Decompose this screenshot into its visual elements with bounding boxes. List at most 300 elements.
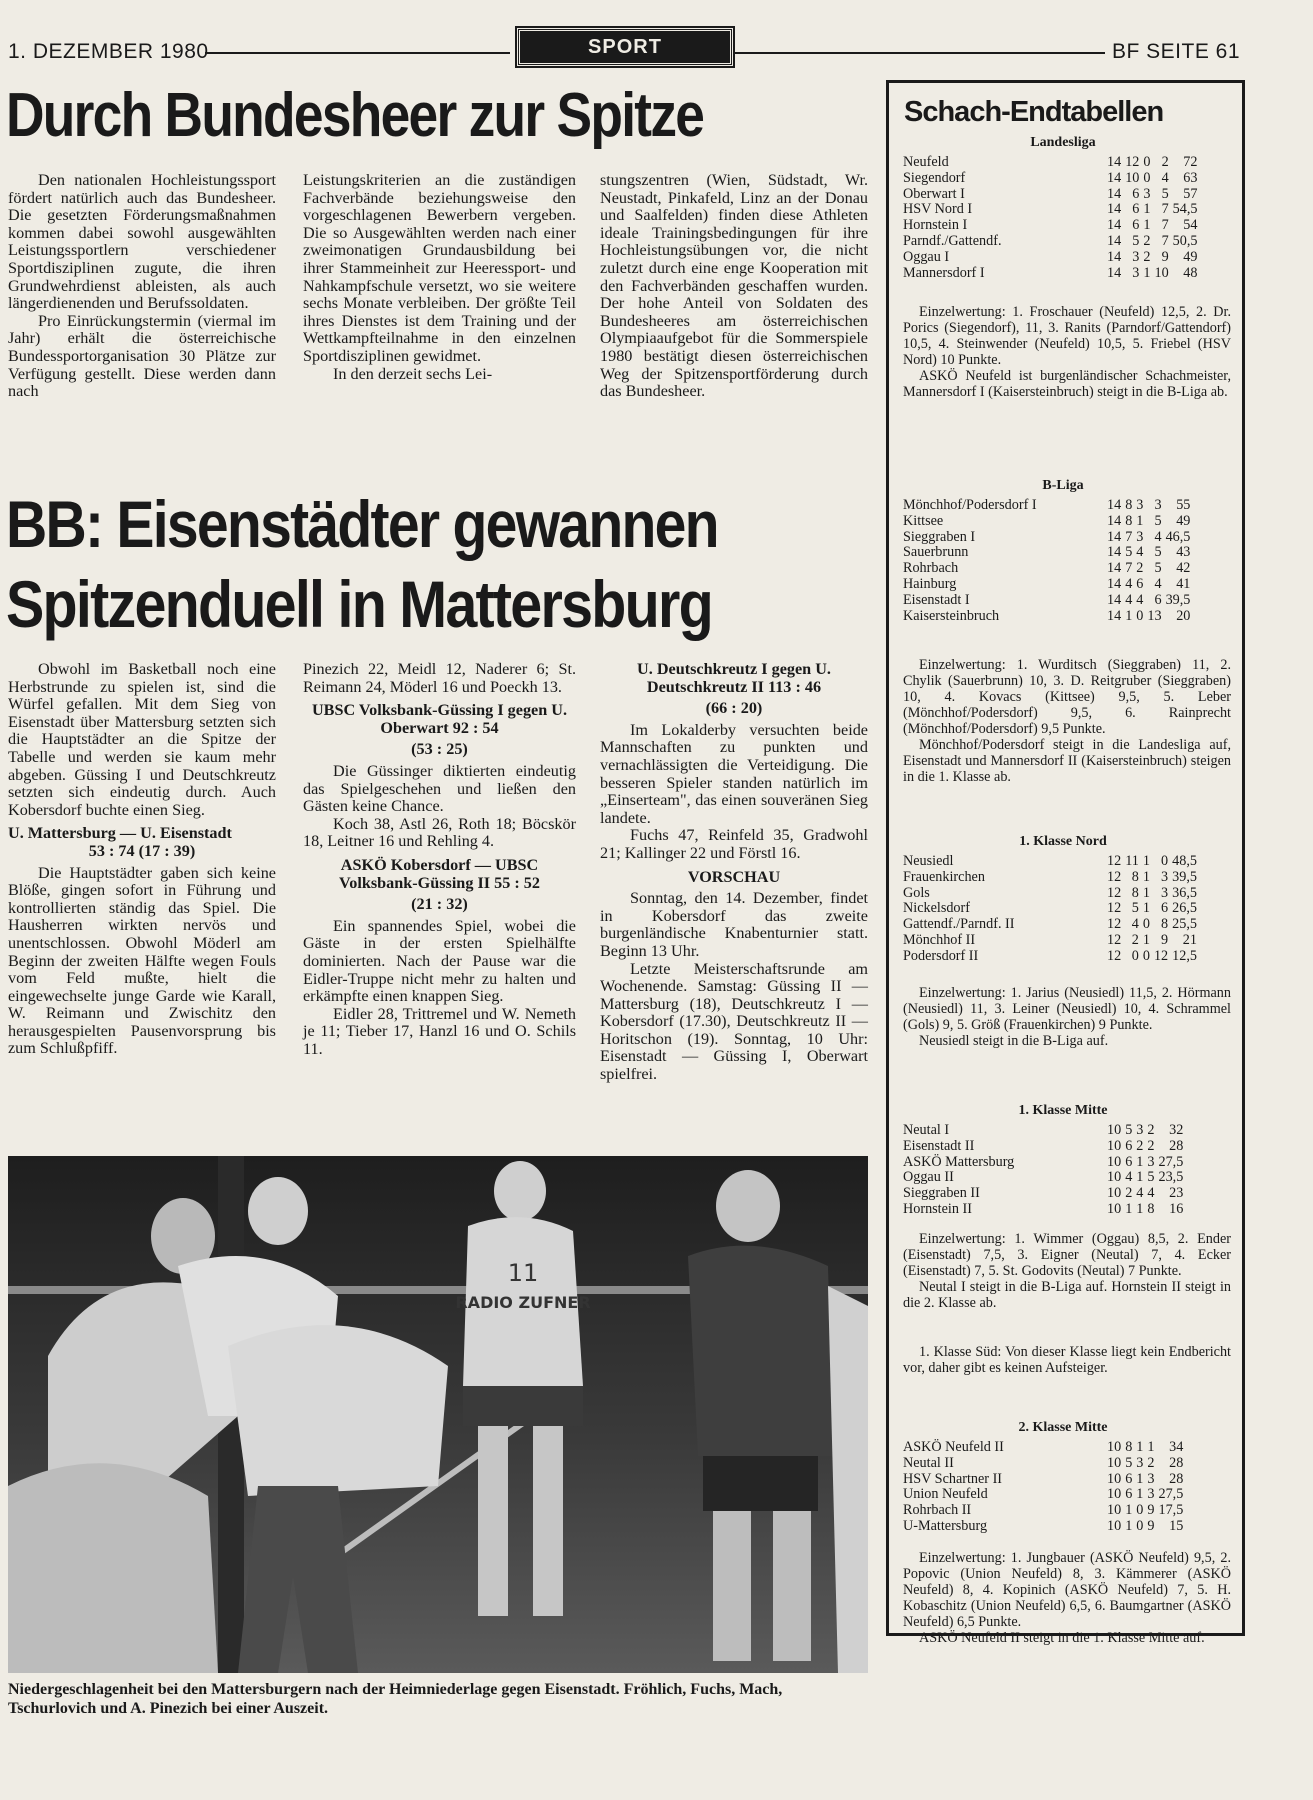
paragraph: Einzelwertung: 1. Wurditsch (Sieggraben) 11, 2. Chylik (Sauerbrunn) 10, 3. D. Reitgruber (Sieggraben) 10, 4. Kovacs (Kittsee) 9,5, 5. Leber (Mönchhof/Podersdorf) 9,5, 6. Rainprecht (Mönchhof/Podersdorf) 9,5 Punkte. [903,657,1231,737]
stat-cell: 3 [1136,497,1144,513]
stat-cell: 1 [1136,1470,1144,1487]
table-row [903,949,1197,965]
paragraph: Ein spannendes Spiel, wobei die Gäste in der ersten Spielhälfte dominierten. Nach der Pause war die Eidler-Truppe nicht mehr zu halten und erkämpfte einen knappen Sieg. [303,916,576,1006]
table-row [903,234,1197,250]
stat-cell: 54 [1183,217,1198,234]
team-name: Sauerbrunn [903,544,969,561]
stat-cell: 8 [1125,1439,1133,1455]
stat-cell: 10 [1107,1517,1122,1534]
stat-cell: 12 [1107,884,1122,901]
table-row [903,1155,1183,1171]
stat-cell: 10 [1107,1470,1122,1487]
team-name: Rohrbach II [903,1502,972,1519]
stat-cell: 6 [1132,201,1140,218]
stat-cell: 12 [1153,947,1169,964]
team-name: Gattendf./Parndf. II [903,916,1015,933]
table-row [903,1139,1183,1155]
stat-cell: 10 [1107,1502,1122,1519]
stat-cell: 12 [1107,916,1122,933]
stat-cell: 2 [1147,1454,1155,1471]
stat-cell: 23 [1169,1185,1184,1202]
stat-cell: 13 [1147,607,1162,624]
team-name: Eisenstadt II [903,1137,975,1154]
stat-cell: 5 [1154,512,1162,529]
landesliga-heading: Landesliga [1030,135,1096,150]
stat-cell: 12 [1107,931,1122,948]
stat-cell: 4 [1125,1169,1133,1186]
paragraph: Einzelwertung: 1. Jungbauer (ASKÖ Neufeld) 9,5, 2. Popovic (Union Neufeld) 8, 3. Kämmerer (ASKÖ Neufeld) 8, 4. Kopinich (ASKÖ Neufeld) 7, 5. H. Kobaschitz (Union Neufeld) 6,5, 6. Baumgartner (ASKÖ Neufeld) 6,5 Punkte. [903,1550,1231,1630]
stat-cell: 14 [1107,528,1122,545]
table-row [903,609,1190,625]
stat-cell: 49 [1183,248,1198,265]
stat-cell: 0 [1142,947,1150,964]
table-row [903,561,1190,577]
stat-cell: 6 [1154,591,1162,608]
nord-table [903,854,1197,965]
stat-cell: 4 [1136,591,1144,608]
stat-cell: 2 [1136,560,1144,577]
table-row [903,1440,1183,1456]
stat-cell: 11 [1125,853,1139,869]
stat-cell: 10 [1107,1185,1122,1202]
game1-title: U. Mattersburg — U. Eisenstadt [8,824,232,843]
team-name: Siegendorf [903,169,966,186]
stat-cell: 20 [1176,607,1191,624]
stat-cell: 14 [1107,607,1122,624]
article2-headline-line1: BB: Eisenstädter gewannen [6,487,718,561]
stat-cell: 4 [1136,544,1144,561]
table-row [903,1472,1183,1488]
stat-cell: 4 [1131,916,1139,933]
stat-cell: 10 [1107,1454,1122,1471]
article2-col1 [8,661,276,1058]
paragraph: Pinezich 22, Meidl 12, Naderer 6; St. Reimann 24, Möderl 16 und Poeckh 13. [303,660,576,696]
stat-cell: 6 [1132,185,1140,202]
table-row [903,901,1197,917]
stat-cell: 10 [1154,264,1169,281]
team-name: Union Neufeld [903,1486,988,1503]
team-name: ASKÖ Mattersburg [903,1153,1015,1170]
stat-cell: 50,5 [1172,232,1198,249]
stat-cell: 5 [1125,1122,1133,1138]
stat-cell: 63 [1183,169,1198,186]
team-name: Neusiedl [903,853,954,869]
table-row [903,202,1197,218]
paragraph: Obwohl im Basketball noch eine Herbstrunde zu spielen ist, sind die Würfel gefallen. Mit dem Sieg von Eisenstadt über Mattersburg setzten sich die Hauptstädter an die Spitze der Tabelle und werden sie kaum mehr abgeben. Güssing I und Deutschkreutz setzten sich eindeutig durch. Auch Kobersdorf buchte einen Sieg. [8,660,276,819]
stat-cell: 0 [1136,1517,1144,1534]
stat-cell: 10 [1107,1153,1122,1170]
game4-half: (66 : 20) [705,699,763,718]
table-row [903,1202,1183,1218]
stat-cell: 4 [1125,575,1133,592]
stat-cell: 28 [1169,1470,1184,1487]
stat-cell: 14 [1107,232,1122,249]
stat-cell: 3 [1132,264,1140,281]
team-name: Mannersdorf I [903,264,985,281]
table-row [903,498,1190,514]
stat-cell: 6 [1125,1137,1133,1154]
stat-cell: 1 [1125,607,1133,624]
stat-cell: 3 [1161,884,1169,901]
game3-half: (21 : 32) [411,895,468,914]
stat-cell: 2 [1125,1185,1133,1202]
paragraph: Den nationalen Hochleistungssport fördert natürlich auch das Bundesheer. Die gesetzten Förderungsmaßnahmen kommen dabei sowohl ausgewählten Leistungssportlern verschiedener Sportdisziplinen zugute, die ihren Grundwehrdienst ableisten, als auch längerdienenden und Berufssoldaten. [8,171,276,313]
team-name: Hornstein II [903,1200,972,1217]
stat-cell: 16 [1169,1200,1184,1217]
stat-cell: 1 [1136,1200,1144,1217]
paragraph: ASKÖ Neufeld II steigt in die 1. Klasse Mitte auf. [919,1630,1205,1646]
team-name: Mönchhof II [903,931,976,948]
stat-cell: 2 [1147,1122,1155,1138]
nord-heading: 1. Klasse Nord [1019,834,1107,849]
stat-cell: 48 [1183,264,1198,281]
stat-cell: 39,5 [1165,591,1191,608]
stat-cell: 42 [1176,560,1191,577]
stat-cell: 1 [1136,1486,1144,1503]
preview-title: VORSCHAU [687,867,781,886]
stat-cell: 9 [1147,1517,1155,1534]
stat-cell: 14 [1107,217,1122,234]
table-row [903,250,1197,266]
table-row [903,171,1197,187]
stat-cell: 10 [1107,1122,1122,1138]
stat-cell: 49 [1176,512,1191,529]
stat-cell: 5 [1131,900,1139,917]
stat-cell: 6 [1136,575,1144,592]
stat-cell: 7 [1125,528,1133,545]
stat-cell: 5 [1125,544,1133,561]
table-row [903,917,1197,933]
paragraph: Eidler 28, Trittremel und W. Nemeth je 11; Tieber 17, Hanzl 16 und O. Schils 11. [303,1004,576,1058]
team-name: Sieggraben II [903,1185,980,1202]
table-row [903,1519,1183,1535]
stat-cell: 2 [1147,1137,1155,1154]
stat-cell: 4 [1125,591,1133,608]
stat-cell: 12 [1107,947,1122,964]
photo-caption: Niedergeschlagenheit bei den Mattersburgern nach der Heimniederlage gegen Eisenstadt. Fröhlich, Fuchs, Mach, Tschurlovich und A. Pinezich bei einer Auszeit. [8,1681,783,1717]
stat-cell: 7 [1161,232,1169,249]
paragraph: Einzelwertung: 1. Wimmer (Oggau) 8,5, 2. Ender (Eisenstadt) 7,5, 3. Eigner (Neutal) 7, 4. Ecker (Eisenstadt) 7, 5. St. Godovits (Neutal) 7 Punkte. [903,1231,1231,1279]
table-row [903,886,1197,902]
paragraph: ASKÖ Neufeld ist burgenländischer Schachmeister, Mannersdorf I (Kaisersteinbruch) steigt in die B-Liga ab. [903,368,1231,400]
team-name: Oggau II [903,1169,954,1186]
team-name: Kittsee [903,512,944,529]
stat-cell: 28 [1169,1454,1184,1471]
stat-cell: 14 [1107,512,1122,529]
stat-cell: 3 [1154,497,1162,513]
stat-cell: 1 [1143,201,1151,218]
stat-cell: 2 [1161,154,1169,170]
stat-cell: 0 [1161,853,1169,869]
game4-title: U. Deutschkreutz I gegen U. Deutschkreutz II 113 : 46 [637,660,831,696]
stat-cell: 1 [1142,853,1150,869]
game3-title: ASKÖ Kobersdorf — UBSC Volksbank-Güssing II 55 : 52 [339,855,540,892]
stat-cell: 4 [1136,1185,1144,1202]
bliga-notes [903,657,1231,785]
basketball-photo [8,1156,868,1673]
stat-cell: 6 [1161,900,1169,917]
paragraph: Neutal I steigt in die B-Liga auf. Hornstein II steigt in die 2. Klasse ab. [903,1279,1231,1311]
paragraph: Letzte Meisterschaftsrunde am Wochenende. Samstag: Güssing II — Mattersburg (18), Deutschkreutz I — Kobersdorf (17.30), Deutschkreutz II — Horitschon (19). Sonntag, 10 Uhr: Eisenstadt — Güssing I, Oberwart spielfrei. [600,959,868,1084]
stat-cell: 5 [1132,232,1140,249]
stat-cell: 57 [1183,185,1198,202]
team-name: HSV Nord I [903,201,973,218]
stat-cell: 14 [1107,201,1122,218]
stat-cell: 8 [1131,884,1139,901]
sidebar-title: Schach-Endtabellen [904,96,1164,128]
stat-cell: 1 [1142,900,1150,917]
stat-cell: 12 [1107,900,1122,917]
stat-cell: 14 [1107,264,1122,281]
landesliga-table [903,155,1197,281]
stat-cell: 3 [1147,1470,1155,1487]
stat-cell: 28 [1169,1137,1184,1154]
photo-illustration [8,1156,868,1673]
jersey-text: RADIO ZUFNER [455,1293,591,1312]
table-row [903,593,1190,609]
mitte-notes [903,1231,1231,1311]
stat-cell: 8 [1161,916,1169,933]
game2-half: (53 : 25) [411,740,468,759]
stat-cell: 14 [1107,185,1122,202]
team-name: Frauenkirchen [903,868,985,885]
team-name: Gols [903,884,930,901]
article2-headline-line2: Spitzenduell in Mattersburg [6,567,712,641]
stat-cell: 48,5 [1172,853,1197,869]
paragraph: Im Lokalderby versuchten beide Mannschaften zu punkten und vernachlässigten die Verteidigung. Die besseren Spieler standen natürlich im „Einserteam", das einen souveränen Sieg landete. [600,720,868,827]
bliga-heading: B-Liga [1042,478,1084,493]
stat-cell: 1 [1142,884,1150,901]
stat-cell: 1 [1125,1200,1133,1217]
team-name: Oberwart I [903,185,965,202]
stat-cell: 14 [1107,154,1122,170]
stat-cell: 6 [1125,1153,1133,1170]
section-label: SPORT [517,28,733,66]
stat-cell: 4 [1154,575,1162,592]
paragraph: Mönchhof/Podersdorf steigt in die Landesliga auf, Eisenstadt und Mannersdorf II (Kaisersteinbruch) steigen in die 1. Klasse ab. [903,737,1231,785]
team-name: HSV Schartner II [903,1470,1003,1487]
stat-cell: 7 [1125,560,1133,577]
stat-cell: 9 [1147,1502,1155,1519]
stat-cell: 12 [1125,154,1140,170]
table-row [903,1123,1183,1139]
header-rule-right [735,52,1105,54]
mitte2-table [903,1440,1183,1535]
table-row [903,1456,1183,1472]
table-row [903,577,1190,593]
article1-col3 [600,172,868,401]
bliga-table [903,498,1190,624]
stat-cell: 5 [1125,1454,1133,1471]
stat-cell: 3 [1136,1454,1144,1471]
stat-cell: 21 [1182,931,1197,948]
table-row [903,854,1197,870]
stat-cell: 3 [1136,1122,1144,1138]
article2-col3 [600,661,868,1084]
stat-cell: 34 [1169,1439,1184,1455]
table-row [903,545,1190,561]
stat-cell: 1 [1136,1439,1144,1455]
paragraph: Neusiedl steigt in die B-Liga auf. [919,1033,1109,1049]
stat-cell: 4 [1161,169,1169,186]
paragraph: Sonntag, den 14. Dezember, findet in Kobersdorf das zweite burgenländische Knabenturnier statt. Beginn 13 Uhr. [600,889,868,960]
team-name: Podersdorf II [903,947,979,964]
stat-cell: 8 [1131,868,1139,885]
table-row [903,1487,1183,1503]
stat-cell: 0 [1136,607,1144,624]
stat-cell: 3 [1161,868,1169,885]
stat-cell: 10 [1107,1137,1122,1154]
stat-cell: 23,5 [1158,1169,1184,1186]
stat-cell: 10 [1107,1486,1122,1503]
team-name: Neutal I [903,1122,950,1138]
stat-cell: 14 [1107,497,1122,513]
stat-cell: 9 [1161,248,1169,265]
team-name: Kaisersteinbruch [903,607,1000,624]
stat-cell: 3 [1143,185,1151,202]
table-row [903,1503,1183,1519]
stat-cell: 8 [1147,1200,1155,1217]
stat-cell: 14 [1107,575,1122,592]
stat-cell: 32 [1169,1122,1184,1138]
team-name: Hornstein I [903,217,968,234]
paragraph: Die Güssinger diktierten eindeutig das Spielgeschehen und ließen den Gästen keine Chance. [303,761,576,816]
game1-score: 53 : 74 (17 : 39) [88,841,196,860]
header-rule-left [205,52,510,54]
table-row [903,187,1197,203]
stat-cell: 5 [1154,544,1162,561]
stat-cell: 6 [1125,1486,1133,1503]
table-row [903,933,1197,949]
stat-cell: 0 [1131,947,1139,964]
stat-cell: 41 [1176,575,1191,592]
stat-cell: 1 [1143,217,1151,234]
stat-cell: 10 [1107,1439,1122,1455]
stat-cell: 9 [1161,931,1169,948]
article1-headline: Durch Bundesheer zur Spitze [6,81,704,150]
table-row [903,514,1190,530]
stat-cell: 27,5 [1158,1153,1184,1170]
table-row [903,218,1197,234]
stat-cell: 1 [1136,512,1144,529]
stat-cell: 14 [1107,248,1122,265]
table-row [903,155,1197,171]
mitte2-notes [903,1550,1231,1646]
team-name: Neutal II [903,1454,954,1471]
team-name: Rohrbach [903,560,959,577]
stat-cell: 14 [1107,169,1122,186]
stat-cell: 26,5 [1172,900,1197,917]
stat-cell: 46,5 [1165,528,1191,545]
mitte-heading: 1. Klasse Mitte [1018,1103,1108,1118]
mitte-table [903,1123,1183,1218]
table-row [903,530,1190,546]
stat-cell: 0 [1143,169,1151,186]
team-name: Parndf./Gattendf. [903,232,1002,249]
article2-col2 [303,661,576,1058]
table-row [903,1186,1183,1202]
stat-cell: 10 [1107,1200,1122,1217]
stat-cell: 14 [1107,560,1122,577]
game2-title: UBSC Volksbank-Güssing I gegen U. Oberwart 92 : 54 [311,701,568,737]
landesliga-notes [903,304,1231,400]
stat-cell: 5 [1154,560,1162,577]
stat-cell: 72 [1183,154,1198,170]
stat-cell: 4 [1147,1185,1155,1202]
paragraph: Pro Einrückungstermin (viermal im Jahr) erhält die österreichische Bundessportorganisation 30 Plätze zur Verfügung gestellt. Diese werden dann nach [8,311,276,401]
stat-cell: 12 [1107,868,1122,885]
paragraph: In den derzeit sechs Lei- [333,364,493,383]
paragraph: Die Hauptstädter gaben sich keine Blöße, gingen sofort in Führung und kontrollierten ständig das Spiel. Die Hausherren wirkten nervös und unentschlossen. Obwohl Möderl am Beginn der zweiten Hälfte wegen Fouls vom Feld mußte, hielt die eingewechselte junge Garde wie Karall, W. Reimann und Zwischitz den herausgespielten Pausenvorsprung bis zum Schlußpfiff. [8,863,276,1058]
stat-cell: 43 [1176,544,1191,561]
stat-cell: 5 [1147,1169,1155,1186]
stat-cell: 3 [1132,248,1140,265]
svg-text:11: 11 [507,1259,539,1287]
table-row [903,1170,1183,1186]
stat-cell: 12,5 [1172,947,1197,964]
sued-notes [903,1344,1231,1376]
stat-cell: 1 [1125,1502,1133,1519]
stat-cell: 6 [1132,217,1140,234]
stat-cell: 27,5 [1158,1486,1184,1503]
team-name: U-Mattersburg [903,1517,988,1534]
stat-cell: 3 [1136,528,1144,545]
team-name: Oggau I [903,248,950,265]
mitte2-heading: 2. Klasse Mitte [1018,1420,1108,1435]
stat-cell: 1 [1142,931,1150,948]
stat-cell: 3 [1147,1486,1155,1503]
team-name: Eisenstadt I [903,591,970,608]
stat-cell: 14 [1107,591,1122,608]
stat-cell: 39,5 [1172,868,1197,885]
stat-cell: 8 [1125,497,1133,513]
table-row [903,870,1197,886]
stat-cell: 14 [1107,544,1122,561]
stat-cell: 1 [1136,1153,1144,1170]
stat-cell: 1 [1143,264,1151,281]
article1-col1 [8,172,276,401]
stat-cell: 7 [1161,217,1169,234]
table-row [903,266,1197,282]
stat-cell: 0 [1142,916,1150,933]
paragraph: Einzelwertung: 1. Jarius (Neusiedl) 11,5, 2. Hörmann (Neusiedl) 11, 3. Leiner (Neusiedl) 10, 4. Schrammel (Gols) 9, 5. Größ (Frauenkirchen) 9 Punkte. [903,985,1231,1033]
team-name: Sieggraben I [903,528,976,545]
paragraph: Leistungskriterien an die zuständigen Fachverbände beziehungsweise den vorgeschlagenen Bewerbern vergeben. Die so Ausgewählten werden nach einer zweimonatigen Grundausbildung bei ihrer Stammeinheit zur Heeressport- und Nahkampfschule versetzt, wo sie weitere sechs Monate verbleiben. Der größte Teil ihres Dienstes ist dem Training und der Wettkampfteilnahme in den einzelnen Sportdisziplinen gewidmet. [303,171,576,365]
stat-cell: 10 [1107,1169,1122,1186]
stat-cell: 36,5 [1172,884,1197,901]
stat-cell: 3 [1147,1153,1155,1170]
issue-date: 1. DEZEMBER 1980 [8,40,209,63]
stat-cell: 2 [1131,931,1139,948]
stat-cell: 54,5 [1172,201,1198,218]
stat-cell: 1 [1142,868,1150,885]
nord-notes [903,985,1231,1049]
stat-cell: 1 [1136,1169,1144,1186]
stat-cell: 2 [1136,1137,1144,1154]
stat-cell: 12 [1107,853,1122,869]
stat-cell: 55 [1176,497,1191,513]
paragraph: 1. Klasse Süd: Von dieser Klasse liegt kein Endbericht vor, daher gibt es keinen Aufsteiger. [903,1344,1231,1376]
stat-cell: 5 [1161,185,1169,202]
stat-cell: 17,5 [1158,1502,1184,1519]
stat-cell: 2 [1143,248,1151,265]
page-number: BF SEITE 61 [1112,40,1241,63]
team-name: ASKÖ Neufeld II [903,1439,1004,1455]
paragraph: stungszentren (Wien, Südstadt, Wr. Neustadt, Pinkafeld, Linz an der Donau und Saalfelden) finden diese Athleten ideale Trainingsbedingungen für ihre Hochleistungsübungen vor, die nicht zuletzt durch eine enge Kooperation mit den Fachverbänden geschaffen wurden. Der hohe Anteil von Soldaten des Bundesheeres am österreichischen Olympiaaufgebot für die Sommerspiele 1980 bestätigt diesen österreichischen Weg der Spitzensportförderung durch das Bundesheer. [600,171,868,401]
stat-cell: 0 [1136,1502,1144,1519]
stat-cell: 6 [1125,1470,1133,1487]
stat-cell: 1 [1147,1439,1155,1455]
